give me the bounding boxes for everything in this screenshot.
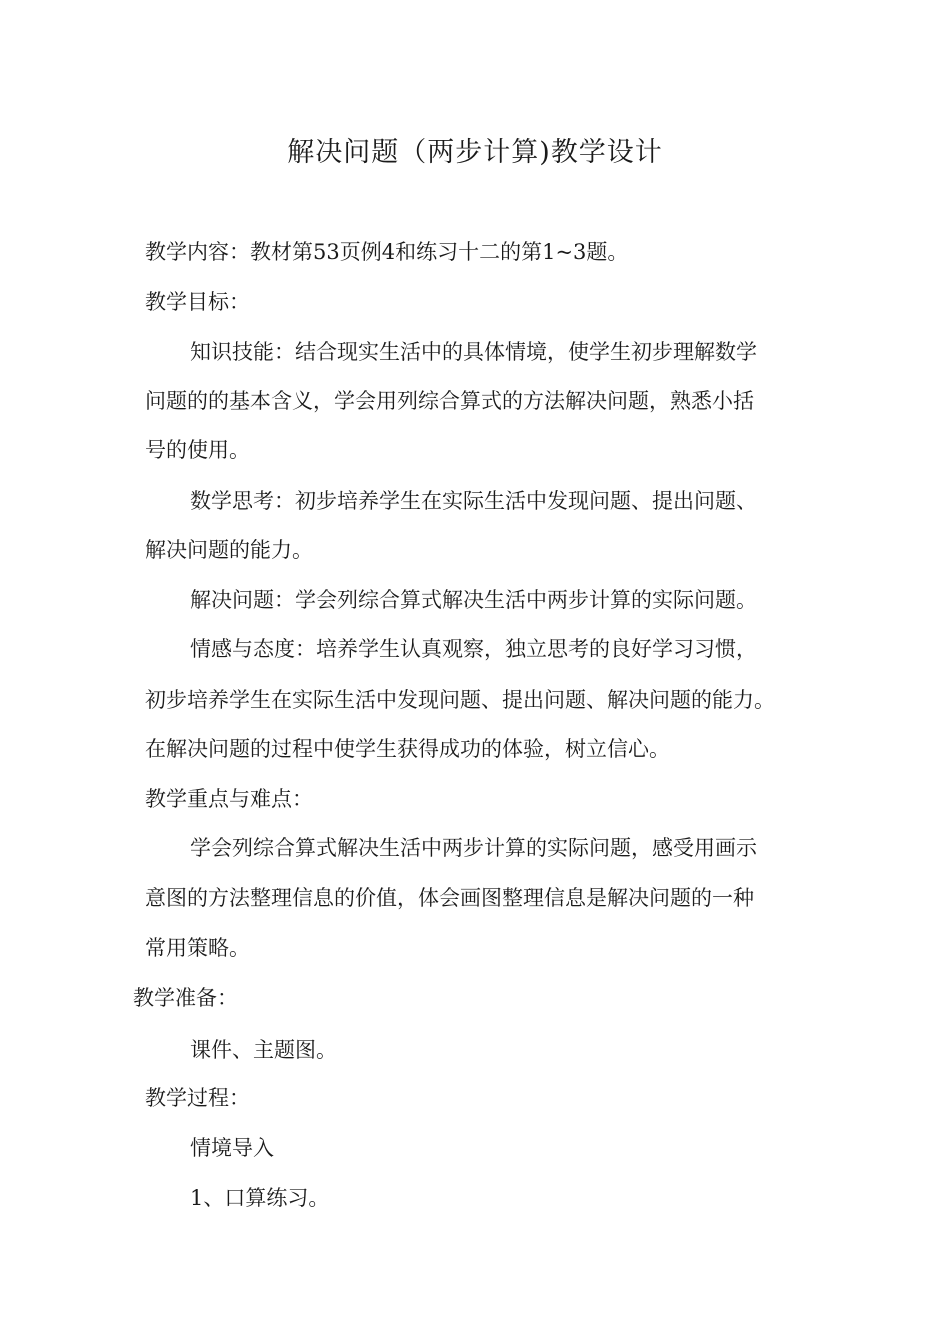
process-step-situation: 情境导入 xyxy=(190,1136,274,1160)
process-item-oral-calc: 1、口算练习。 xyxy=(190,1186,330,1210)
key-points-line-1: 学会列综合算式解决生活中两步计算的实际问题，感受用画示 xyxy=(190,836,757,860)
knowledge-line-2: 问题的的基本含义，学会用列综合算式的方法解决问题，熟悉小括 xyxy=(145,389,754,413)
teaching-content-text: 教材第53页例4和练习十二的第1~3题。 xyxy=(250,240,629,264)
key-points-heading: 教学重点与难点： xyxy=(145,787,313,811)
preparation-heading: 教学准备： xyxy=(133,986,238,1010)
key-points-line-2: 意图的方法整理信息的价值，体会画图整理信息是解决问题的一种 xyxy=(145,886,754,910)
key-points-line-3: 常用策略。 xyxy=(145,936,250,960)
attitude-line-3: 在解决问题的过程中使学生获得成功的体验，树立信心。 xyxy=(145,737,670,761)
attitude-line-1: 情感与态度：培养学生认真观察，独立思考的良好学习习惯， xyxy=(190,637,757,661)
knowledge-line-1: 知识技能：结合现实生活中的具体情境，使学生初步理解数学 xyxy=(190,340,757,364)
knowledge-line-3: 号的使用。 xyxy=(145,438,250,462)
thinking-line-2: 解决问题的能力。 xyxy=(145,538,313,562)
teaching-content-label: 教学内容： xyxy=(145,240,250,264)
thinking-line-1: 数学思考：初步培养学生在实际生活中发现问题、提出问题、 xyxy=(190,489,757,513)
document-title: 解决问题（两步计算)教学设计 xyxy=(287,137,663,168)
process-heading: 教学过程： xyxy=(145,1086,250,1110)
preparation-text: 课件、主题图。 xyxy=(190,1038,337,1062)
attitude-line-2: 初步培养学生在实际生活中发现问题、提出问题、解决问题的能力。 xyxy=(145,688,775,712)
teaching-content xyxy=(145,237,628,267)
teaching-goals-heading: 教学目标： xyxy=(145,290,250,314)
problem-solving-line-1: 解决问题：学会列综合算式解决生活中两步计算的实际问题。 xyxy=(190,588,757,612)
